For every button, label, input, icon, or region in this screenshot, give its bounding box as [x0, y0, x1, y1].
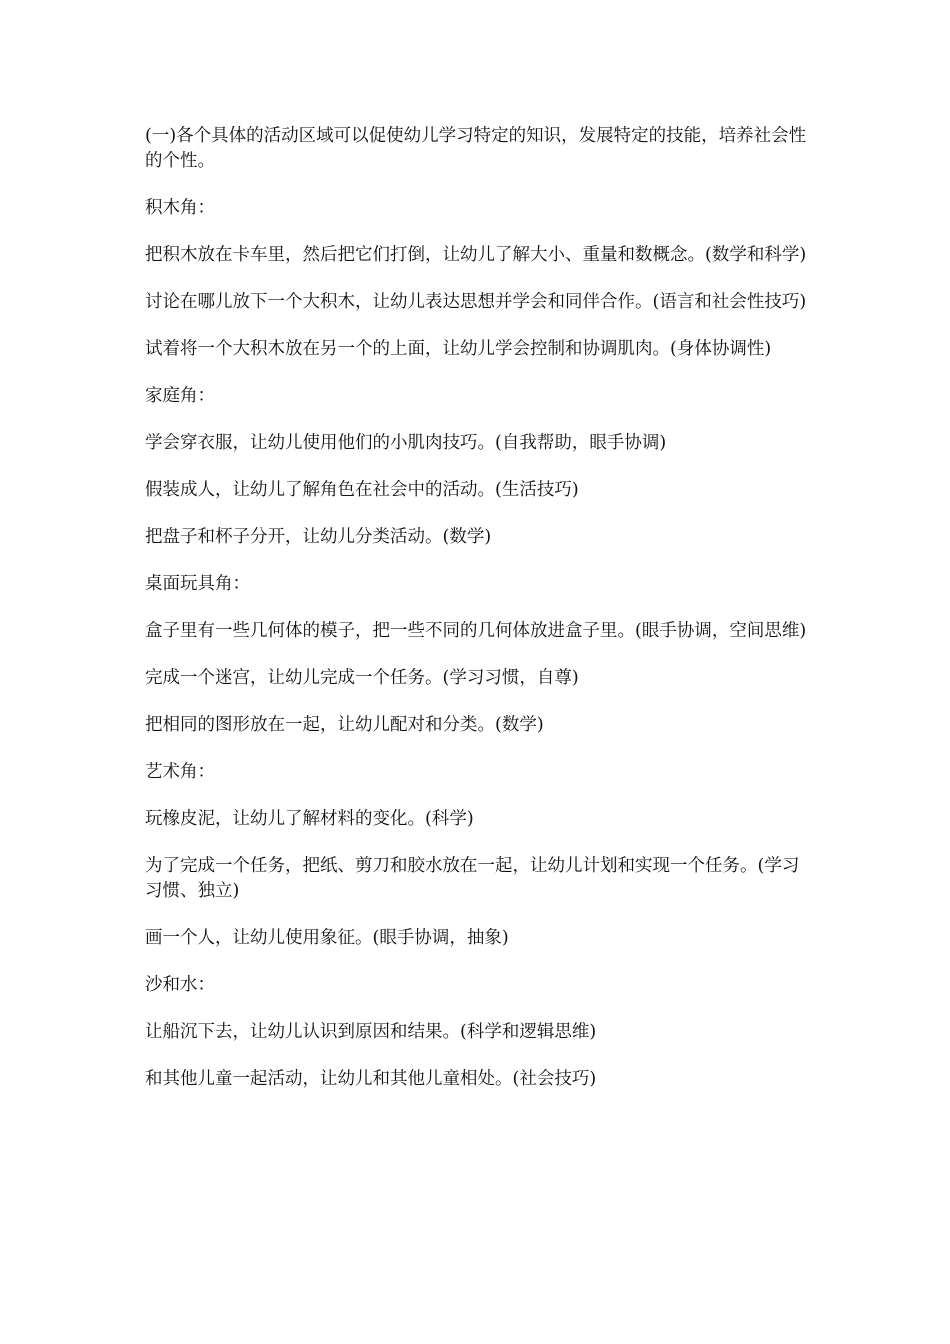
section-heading-table-toys: 桌面玩具角： [145, 574, 250, 594]
section-heading-art: 艺术角： [145, 762, 215, 782]
paragraph: 画一个人，让幼儿使用象征。(眼手协调，抽象) [145, 928, 509, 948]
paragraph: 学会穿衣服，让幼儿使用他们的小肌肉技巧。(自我帮助，眼手协调) [145, 433, 667, 453]
paragraph: 让船沉下去，让幼儿认识到原因和结果。(科学和逻辑思维) [145, 1022, 597, 1042]
section-heading-sand-water: 沙和水： [145, 975, 215, 995]
paragraph: 把积木放在卡车里，然后把它们打倒，让幼儿了解大小、重量和数概念。(数学和科学) [145, 245, 807, 265]
paragraph: 和其他儿童一起活动，让幼儿和其他儿童相处。(社会技巧) [145, 1069, 597, 1089]
paragraph: 讨论在哪儿放下一个大积木，让幼儿表达思想并学会和同伴合作。(语言和社会性技巧) [145, 292, 807, 312]
paragraph: 盒子里有一些几何体的模子，把一些不同的几何体放进盒子里。(眼手协调，空间思维) [145, 621, 807, 641]
paragraph: 假装成人，让幼儿了解角色在社会中的活动。(生活技巧) [145, 480, 579, 500]
section-heading-home: 家庭角： [145, 386, 215, 406]
intro-paragraph: (一)各个具体的活动区域可以促使幼儿学习特定的知识，发展特定的技能，培养社会性的个性。 [145, 126, 807, 171]
paragraph: 把相同的图形放在一起，让幼儿配对和分类。(数学) [145, 715, 544, 735]
paragraph: 把盘子和杯子分开，让幼儿分类活动。(数学) [145, 527, 492, 547]
document-body [145, 124, 809, 1114]
paragraph: 试着将一个大积木放在另一个的上面，让幼儿学会控制和协调肌肉。(身体协调性) [145, 339, 772, 359]
paragraph: 为了完成一个任务，把纸、剪刀和胶水放在一起，让幼儿计划和实现一个任务。(学习习惯、独立) [145, 856, 800, 901]
section-heading-blocks: 积木角： [145, 198, 215, 218]
paragraph: 完成一个迷宫，让幼儿完成一个任务。(学习习惯，自尊) [145, 668, 579, 688]
paragraph: 玩橡皮泥，让幼儿了解材料的变化。(科学) [145, 809, 474, 829]
